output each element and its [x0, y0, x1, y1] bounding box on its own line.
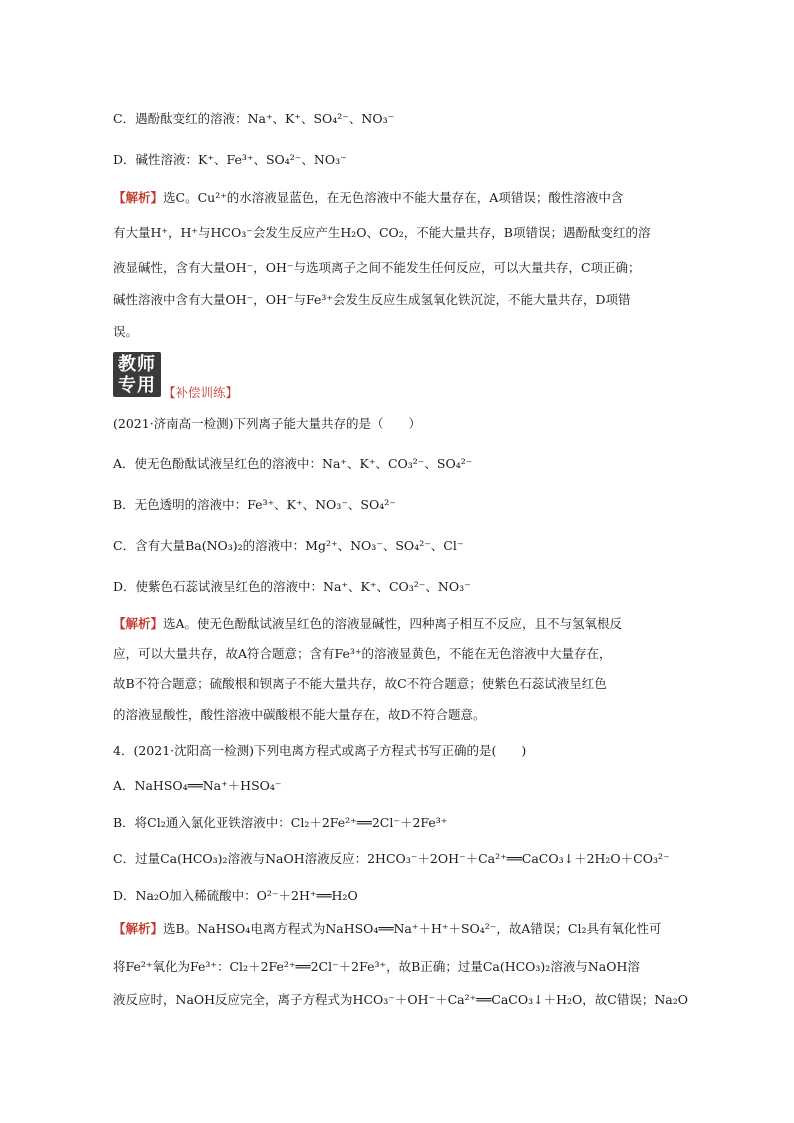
text-line	[113, 578, 682, 596]
line-text: 选B。NaHSO₄电离方程式为NaHSO₄══Na⁺＋H⁺＋SO₄²⁻，故A错误；Cl₂具有氧化性可	[163, 921, 662, 936]
line-text: C．过量Ca(HCO₃)₂溶液与NaOH溶液反应：2HCO₃⁻＋2OH⁻＋Ca²⁺══CaCO₃↓＋2H₂O＋CO₃²⁻	[113, 851, 670, 866]
line-text: C．遇酚酞变红的溶液：Na⁺、K⁺、SO₄²⁻、NO₃⁻	[113, 111, 395, 126]
text-line	[113, 110, 682, 128]
text-line	[113, 675, 682, 693]
text-line	[113, 706, 682, 724]
text-line	[113, 291, 682, 309]
text-line	[113, 850, 682, 868]
line-text: D．碱性溶液：K⁺、Fe³⁺、SO₄²⁻、NO₃⁻	[113, 152, 347, 167]
line-text: 应，可以大量共存，故A符合题意；含有Fe³⁺的溶液显黄色，不能在无色溶液中大量存在，	[113, 646, 612, 661]
line-text: D．使紫色石蕊试液呈红色的溶液中：Na⁺、K⁺、CO₃²⁻、NO₃⁻	[113, 579, 471, 594]
analysis-tag: 【解析】	[113, 616, 164, 631]
text-line	[113, 259, 682, 277]
text-line	[113, 151, 682, 169]
text-line	[113, 496, 682, 514]
text-line	[113, 777, 682, 795]
line-text: A．使无色酚酞试液呈红色的溶液中：Na⁺、K⁺、CO₃²⁻、SO₄²⁻	[113, 456, 473, 471]
text-line	[113, 958, 682, 976]
line-text: B．将Cl₂通入氯化亚铁溶液中：Cl₂＋2Fe²⁺══2Cl⁻＋2Fe³⁺	[113, 815, 448, 830]
text-line	[113, 645, 682, 663]
line-text: (2021·济南高一检测)下列离子能大量共存的是（ ）	[113, 416, 422, 431]
line-text: 4．(2021·沈阳高一检测)下列电离方程式或离子方程式书写正确的是( )	[113, 743, 527, 758]
text-line	[113, 887, 682, 905]
line-text: 液反应时，NaOH反应完全，离子方程式为HCO₃⁻＋OH⁻＋Ca²⁺══CaCO₃↓＋H₂O，故C错误；Na₂O	[113, 992, 688, 1007]
text-line	[113, 189, 682, 207]
text-line	[113, 814, 682, 832]
line-text: D．Na₂O加入稀硫酸中：O²⁻＋2H⁺══H₂O	[113, 888, 358, 903]
line-text: 误。	[113, 324, 139, 339]
text-line	[113, 224, 682, 242]
text-line	[113, 415, 682, 433]
teacher-only-badge	[113, 352, 161, 397]
badge-line-1: 教师	[118, 353, 156, 375]
text-line	[113, 920, 682, 938]
analysis-tag: 【解析】	[113, 190, 164, 205]
text-line	[113, 991, 688, 1009]
line-text: B．无色透明的溶液中：Fe³⁺、K⁺、NO₃⁻、SO₄²⁻	[113, 497, 396, 512]
line-text: C．含有大量Ba(NO₃)₂的溶液中：Mg²⁺、NO₃⁻、SO₄²⁻、Cl⁻	[113, 538, 464, 553]
line-text: 故B不符合题意；硫酸根和钡离子不能大量共存，故C不符合题意；使紫色石蕊试液呈红色	[113, 676, 607, 691]
line-text: 液显碱性，含有大量OH⁻，OH⁻与选项离子之间不能发生任何反应，可以大量共存，C项正确；	[113, 260, 641, 275]
text-line	[113, 323, 682, 341]
line-text: 选A。使无色酚酞试液呈红色的溶液显碱性，四种离子相互不反应，且不与氢氧根反	[163, 616, 623, 631]
supplement-training-label	[163, 384, 238, 402]
line-text: A．NaHSO₄══Na⁺＋HSO₄⁻	[113, 778, 282, 793]
text-line	[113, 615, 682, 633]
text-line	[113, 742, 682, 760]
line-text: 碱性溶液中含有大量OH⁻，OH⁻与Fe³⁺会发生反应生成氢氧化铁沉淀，不能大量共存，D项错	[113, 292, 631, 307]
analysis-tag: 【解析】	[113, 921, 164, 936]
line-text: 有大量H⁺，H⁺与HCO₃⁻会发生反应产生H₂O、CO₂，不能大量共存，B项错误；遇酚酞变红的溶	[113, 225, 651, 240]
line-text: 的溶液显酸性，酸性溶液中碳酸根不能大量存在，故D不符合题意。	[113, 707, 486, 722]
text-line	[113, 537, 682, 555]
supplement-label-text: 【补偿训练】	[163, 385, 239, 400]
line-text: 选C。Cu²⁺的水溶液显蓝色，在无色溶液中不能大量存在，A项错误；酸性溶液中含	[163, 190, 624, 205]
line-text: 将Fe²⁺氧化为Fe³⁺：Cl₂＋2Fe²⁺══2Cl⁻＋2Fe³⁺，故B正确；过量Ca(HCO₃)₂溶液与NaOH溶	[113, 959, 640, 974]
badge-line-2: 专用	[118, 374, 156, 396]
text-line	[113, 455, 682, 473]
